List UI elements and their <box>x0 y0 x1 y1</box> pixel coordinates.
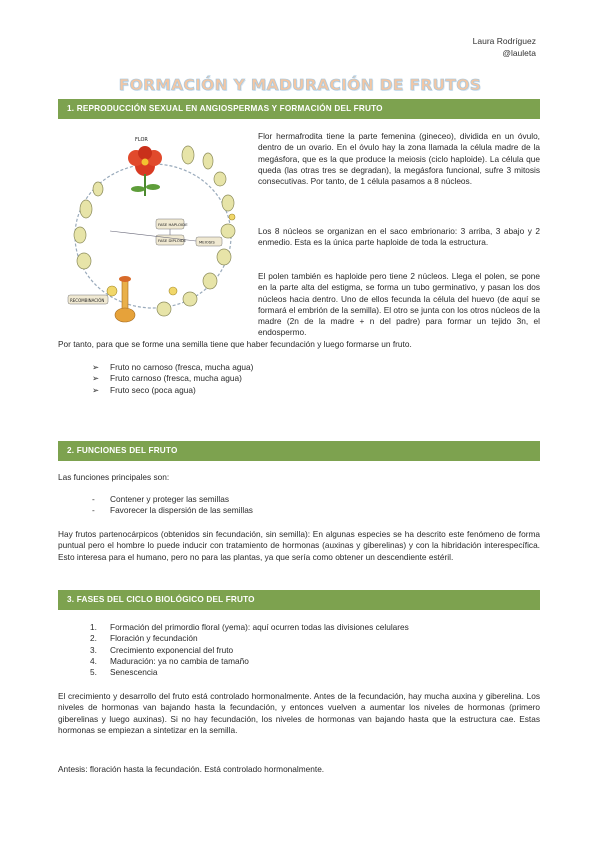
author-handle: @lauleta <box>502 48 536 58</box>
arrow-bullet-icon: ➢ <box>92 384 99 395</box>
section-2-intro: Las funciones principales son: <box>58 472 170 482</box>
list-item: 5. Senescencia <box>90 667 158 678</box>
section-1-paragraph-3: El polen también es haploide pero tiene 2 núcleos. Llega el polen, se pone en la parte alta del estigma, se forma un tubo germinativo, y pasan los dos núcleos hacia dentro. Uno de ellos fecunda la célula del huevo (de aquí se formará el embrión de la semilla). El otro se junta con los otros núcleos de la madre (2n de la madre + n del padre) para formar un tejido 3n, el endospermo. <box>258 271 540 338</box>
phases-list <box>90 622 409 678</box>
author-block <box>473 35 536 59</box>
section-2-header: 2. FUNCIONES DEL FRUTO <box>58 441 540 461</box>
list-item: ➢ Fruto carnoso (fresca, mucha agua) <box>92 373 242 384</box>
label-recombination: RECOMBINACIÓN <box>70 298 105 303</box>
section-3-header: 3. FASES DEL CICLO BIOLÓGICO DEL FRUTO <box>58 590 540 610</box>
antesis-definition: Antesis: floración hasta la fecundación. Está controlado hormonalmente. <box>58 764 325 774</box>
list-item: ➢ Fruto seco (poca agua) <box>92 384 196 395</box>
label-diploid: FASE DIPLOIDE <box>158 238 187 243</box>
list-item: ➢ Fruto no carnoso (fresca, mucha agua) <box>92 362 254 372</box>
life-cycle-diagram <box>60 131 246 331</box>
label-haploid: FASE HAPLOIDE <box>158 222 188 227</box>
section-1-paragraph-2: Los 8 núcleos se organizan en el saco embrionario: 3 arriba, 3 abajo y 2 enmedio. Esta es la única parte haploide de toda la estructura. <box>258 226 540 248</box>
fruit-types-list <box>92 362 254 396</box>
arrow-bullet-icon: ➢ <box>92 362 99 372</box>
label-meiosis: MEIOSIS <box>199 239 215 245</box>
list-item: - Favorecer la dispersión de las semillas <box>92 505 253 516</box>
flower-illustration <box>128 146 162 196</box>
list-item: 2. Floración y fecundación <box>90 633 198 644</box>
page-title: FORMACIÓN Y MADURACIÓN DE FRUTOS <box>118 76 482 94</box>
section-1-header: 1. REPRODUCCIÓN SEXUAL EN ANGIOSPERMAS Y FORMACIÓN DEL FRUTO <box>58 99 540 119</box>
pistil-illustration <box>115 276 135 322</box>
label-flor: FLOR <box>135 137 148 143</box>
functions-list <box>92 494 253 517</box>
section-2-paragraph: Hay frutos partenocárpicos (obtenidos sin fecundación, sin semilla): En algunas especies se ha descrito este fenómeno de forma puntual pero el hombre lo puede inducir con tratamiento de hormonas (auxinas y giberelinas) y con la hibridación interespecífica. Esto interesa para el humano, pero no para las plantas, ya que sería como obtener un descendiente estéril. <box>58 529 540 562</box>
section-3-paragraph: El crecimiento y desarrollo del fruto está controlado hormonalmente. Antes de la fecundación, hay mucha auxina y giberelina. Los niveles de hormonas van bajando hasta la fecundación, y entonces vuelven a aumentar los niveles de hormonas (primero giberelinas y luego auxinas). Si no hay fecundación, los niveles de hormonas van bajando hasta que la estructura cae. Estas hormonas se empiezan a sintetizar en la semilla. <box>58 691 540 735</box>
section-1-summary: Por tanto, para que se forme una semilla tiene que haber fecundación y luego formarse un fruto. <box>58 339 412 349</box>
arrow-bullet-icon: ➢ <box>92 373 99 384</box>
angiosperm-life-cycle-figure <box>60 131 246 331</box>
section-1-paragraph-1: Flor hermafrodita tiene la parte femenina (gineceo), dividida en un óvulo, dentro de un ovario. En el óvulo hay la zona llamada la célula madre de la megásfora, que es la que produce la meiosis (ciclo haploide). La célula que queda (las otras tres se degradan), la megásfora funcional, sufre 3 mitosis consecutivas. Por tanto, de 1 célula pasamos a 8 núcleos. <box>258 131 540 187</box>
author-name: Laura Rodríguez <box>472 36 536 46</box>
list-item: 1. Formación del primordio floral (yema): aquí ocurren todas las divisiones celulares <box>90 622 409 632</box>
list-item: - Contener y proteger las semillas <box>92 494 229 504</box>
list-item: 3. Crecimiento exponencial del fruto <box>90 644 234 655</box>
list-item: 4. Maduración: ya no cambia de tamaño <box>90 655 249 666</box>
